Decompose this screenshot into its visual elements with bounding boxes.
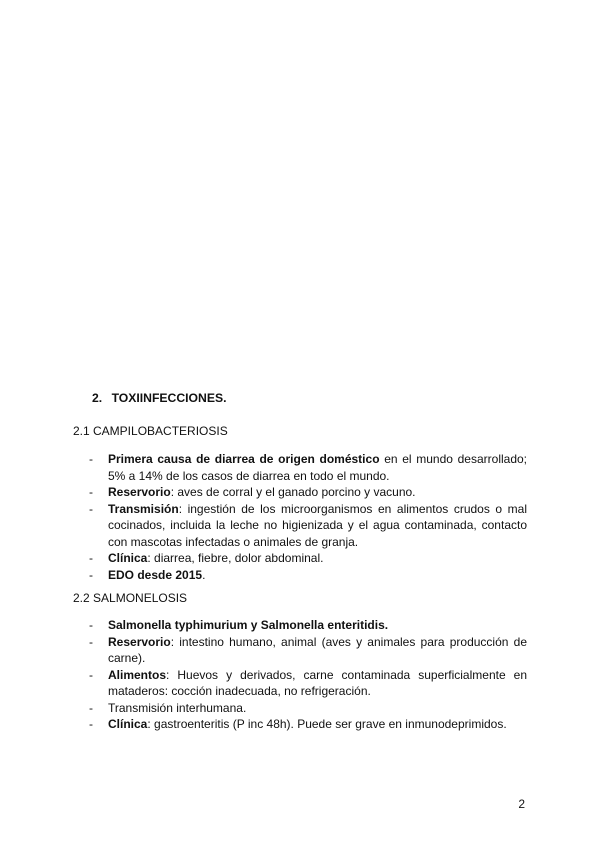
item-text: .: [202, 567, 206, 582]
page-number: 2: [518, 797, 525, 811]
list-dash: -: [89, 618, 93, 632]
list-dash: -: [89, 700, 93, 715]
campilobacteriosis-list: [89, 451, 527, 583]
list-item: [89, 634, 527, 667]
item-bold: Reservorio: [108, 634, 171, 649]
section-number: 2.: [92, 391, 103, 405]
subheading-salmonelosis: 2.2 SALMONELOSIS: [73, 591, 188, 605]
item-bold: Primera causa de diarrea de origen doméstico: [108, 452, 380, 466]
section-heading: [92, 391, 226, 405]
item-bold: Clínica: [108, 551, 148, 565]
item-text: : aves de corral y el ganado porcino y vacuno.: [170, 485, 416, 499]
list-dash: -: [89, 717, 93, 731]
item-text: : Huevos y derivados, carne contaminada superficialmente en mataderos: cocción inadecuada, no refrigeración.: [108, 667, 527, 698]
list-dash: -: [89, 634, 93, 649]
item-text: : gastroenteritis (P inc 48h). Puede ser grave en inmunodeprimidos.: [147, 717, 507, 731]
item-text: : diarrea, fiebre, dolor abdominal.: [147, 551, 324, 565]
item-text: Transmisión interhumana.: [108, 700, 247, 715]
list-item: [89, 501, 527, 551]
item-bold: Alimentos: [108, 667, 167, 682]
list-item: [89, 484, 527, 501]
subheading-campilobacteriosis: 2.1 CAMPILOBACTERIOSIS: [73, 424, 228, 438]
item-bold: Clínica: [108, 717, 148, 731]
list-dash: -: [89, 485, 93, 499]
item-text: : intestino humano, animal (aves y animales para producción de carne).: [108, 634, 527, 665]
list-item: [89, 567, 527, 584]
list-item: [89, 667, 527, 700]
list-item: [89, 716, 527, 733]
list-item: [89, 700, 527, 717]
list-dash: -: [89, 567, 93, 582]
list-item: [89, 451, 527, 484]
list-dash: -: [89, 452, 93, 466]
list-dash: -: [89, 551, 93, 565]
list-item: [89, 550, 527, 567]
section-title: TOXIINFECCIONES.: [111, 391, 227, 405]
item-bold: Salmonella typhimurium y Salmonella enteritidis.: [108, 618, 389, 632]
list-dash: -: [89, 667, 93, 682]
item-bold: EDO desde 2015: [108, 567, 203, 582]
list-item: [89, 617, 527, 634]
item-text: : ingestión de los microorganismos en alimentos crudos o mal cocinados, incluida la leche no higienizada y el agua contaminada, contacto con mascotas infectadas o animales de granja.: [108, 501, 527, 549]
list-dash: -: [89, 501, 93, 516]
salmonelosis-list: [89, 617, 527, 733]
item-text: en el mundo desarrollado; 5% a 14% de los casos de diarrea en todo el mundo.: [108, 452, 528, 483]
item-bold: Reservorio: [108, 485, 171, 499]
item-bold: Transmisión: [108, 501, 179, 516]
